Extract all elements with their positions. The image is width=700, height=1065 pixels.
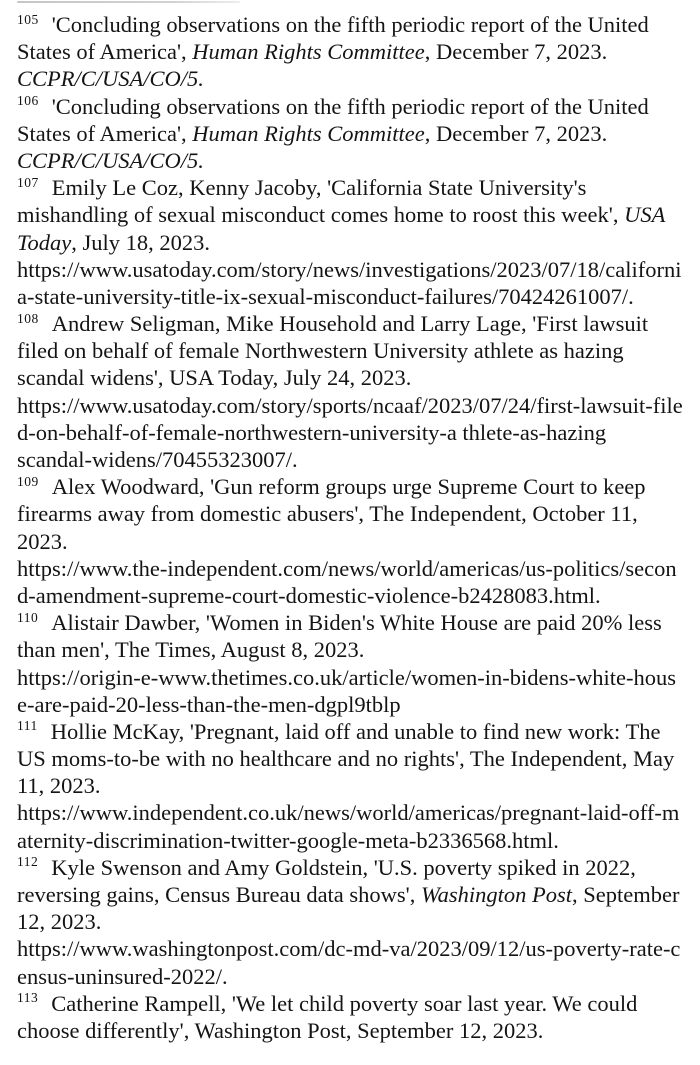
footnote-segment: scandal-widens/70455323007/.: [17, 447, 298, 472]
footnote-segment: https://www.the-independent.com/news/world/americas/us-politics/secon: [17, 555, 677, 581]
footnote-number: 110: [17, 609, 39, 625]
footnote-italic-segment: USA: [624, 202, 666, 228]
footnote-url-line: [17, 799, 697, 826]
footnote-url-line: [17, 256, 697, 283]
footnote-segment: Catherine Rampell, 'We let child poverty soar last year. We could: [51, 990, 638, 1016]
footnote-italic-segment: Human Rights Committee: [192, 120, 425, 146]
footnote-segment: e-are-paid-20-less-than-the-men-dgpl9tblp: [17, 691, 401, 717]
footnote-segment: https://www.independent.co.uk/news/world/americas/pregnant-laid-off-m: [17, 800, 680, 826]
footnote-text-line: [17, 990, 697, 1017]
footnote-segment: mishandling of sexual misconduct comes home to roost this week',: [17, 202, 625, 228]
footnote-segment: 12, 2023.: [17, 909, 102, 935]
footnote-segment: d-amendment-supreme-court-domestic-violence-b2428083.html.: [17, 582, 601, 608]
footnote-110: [17, 609, 697, 718]
footnote-url-line: [17, 827, 697, 854]
footnote-segment: https://www.usatoday.com/story/news/investigations/2023/07/18/californi: [17, 256, 682, 282]
footnote-text-line: [17, 38, 697, 65]
footnote-segment: , September: [572, 882, 680, 907]
footnote-109: [17, 473, 697, 609]
footnote-number: 111: [17, 718, 38, 734]
footnote-segment: , July 18, 2023.: [71, 229, 210, 255]
footnote-italic-segment: Today: [17, 229, 72, 255]
footnote-segment: , December 7, 2023.: [424, 120, 608, 146]
footnote-segment: US moms-to-be with no healthcare and no rights', The Independent, May: [17, 746, 675, 772]
footnote-url-line: [17, 691, 697, 718]
footnote-segment: Emily Le Coz, Kenny Jacoby, 'California State University's: [51, 175, 587, 201]
footnote-text-line: [17, 364, 697, 391]
footnote-text-line: [17, 65, 697, 92]
footnote-italic-segment: Human Rights Committee: [192, 39, 425, 65]
footnote-segment: a-state-university-title-ix-sexual-misconduct-failures/70424261007/.: [17, 283, 634, 309]
footnote-segment: ensus-uninsured-2022/.: [17, 963, 228, 989]
footnote-text-line: [17, 93, 697, 120]
footnote-text-line: [17, 636, 697, 663]
footnote-segment: https://origin-e-www.thetimes.co.uk/article/women-in-bidens-white-hous: [17, 664, 677, 690]
footnote-108: [17, 310, 697, 473]
footnote-text-line: [17, 1017, 697, 1044]
footnote-url-line: [17, 283, 697, 310]
footnote-url-line: [17, 392, 697, 419]
footnote-text-line: [17, 229, 697, 256]
footnote-text-line: [17, 528, 697, 555]
footnote-italic-segment: Washington Post: [420, 882, 573, 907]
footnote-separator-rule: [17, 1, 240, 3]
footnote-segment: , December 7, 2023.: [424, 39, 608, 65]
footnote-text-line: [17, 310, 697, 337]
footnote-segment: https://www.usatoday.com/story/sports/ncaaf/2023/07/24/first-lawsuit-file: [17, 392, 683, 418]
footnote-text-line: [17, 772, 697, 799]
footnote-text-line: [17, 908, 697, 935]
footnote-number: 105: [17, 11, 39, 27]
footnote-url-line: [17, 935, 697, 962]
footnote-text-line: [17, 881, 697, 908]
footnote-segment: States of America',: [17, 120, 193, 146]
footnote-segment: Alex Woodward, 'Gun reform groups urge Supreme Court to keep: [51, 474, 646, 500]
footnote-number: 108: [17, 310, 39, 326]
footnote-text-line: [17, 201, 697, 228]
footnote-text-line: [17, 11, 697, 38]
footnote-url-line: [17, 582, 697, 609]
footnote-segment: firearms away from domestic abusers', The Independent, October 11,: [17, 501, 638, 527]
footnote-text-line: [17, 147, 697, 174]
footnote-text-line: [17, 473, 697, 500]
footnote-number: 107: [17, 174, 39, 190]
footnote-111: [17, 718, 697, 854]
footnote-segment: filed on behalf of female Northwestern University athlete as hazing: [17, 338, 624, 364]
footnote-segment: reversing gains, Census Bureau data shows',: [17, 882, 421, 907]
footnote-italic-segment: CCPR/C/USA/CO/5.: [17, 147, 204, 173]
footnote-url-line: [17, 419, 697, 446]
footnote-segment: Andrew Seligman, Mike Household and Larry Lage, 'First lawsuit: [51, 311, 649, 337]
footnote-113: [17, 990, 697, 1044]
footnote-segment: States of America',: [17, 39, 193, 65]
footnote-segment: choose differently', Washington Post, September 12, 2023.: [17, 1017, 544, 1043]
footnote-text-line: [17, 120, 697, 147]
footnote-segment: 11, 2023.: [17, 773, 101, 799]
footnotes-container: [17, 11, 697, 1044]
footnote-text-line: [17, 718, 697, 745]
footnote-italic-segment: CCPR/C/USA/CO/5.: [17, 66, 204, 92]
footnote-segment: 'Concluding observations on the fifth periodic report of the United: [51, 93, 649, 119]
footnote-segment: Alistair Dawber, 'Women in Biden's White House are paid 20% less: [51, 610, 662, 636]
footnote-segment: aternity-discrimination-twitter-google-meta-b2336568.html.: [17, 827, 559, 853]
footnote-segment: https://www.washingtonpost.com/dc-md-va/2023/09/12/us-poverty-rate-c: [17, 936, 681, 962]
footnote-text-line: [17, 745, 697, 772]
footnote-number: 106: [17, 93, 39, 109]
footnote-url-line: [17, 555, 697, 582]
footnote-number: 112: [17, 854, 39, 870]
footnote-segment: 2023.: [17, 528, 68, 554]
footnote-segment: Hollie McKay, 'Pregnant, laid off and unable to find new work: The: [50, 718, 661, 744]
footnote-105: [17, 11, 697, 93]
footnote-text-line: [17, 500, 697, 527]
footnote-url-line: [17, 446, 697, 473]
footnote-segment: d-on-behalf-of-female-northwestern-university-a thlete-as-hazing: [17, 419, 607, 445]
footnote-number: 113: [17, 990, 39, 1006]
footnote-segment: 'Concluding observations on the fifth periodic report of the United: [51, 12, 649, 37]
footnote-text-line: [17, 174, 697, 201]
footnote-number: 109: [17, 473, 39, 489]
footnote-url-line: [17, 963, 697, 990]
footnote-segment: scandal widens', USA Today, July 24, 2023.: [17, 365, 412, 391]
footnote-text-line: [17, 337, 697, 364]
footnote-segment: than men', The Times, August 8, 2023.: [17, 637, 365, 663]
footnote-112: [17, 854, 697, 990]
footnote-106: [17, 93, 697, 175]
footnote-text-line: [17, 609, 697, 636]
footnote-url-line: [17, 664, 697, 691]
footnote-107: [17, 174, 697, 310]
footnote-segment: Kyle Swenson and Amy Goldstein, 'U.S. poverty spiked in 2022,: [51, 854, 636, 880]
footnote-text-line: [17, 854, 697, 881]
